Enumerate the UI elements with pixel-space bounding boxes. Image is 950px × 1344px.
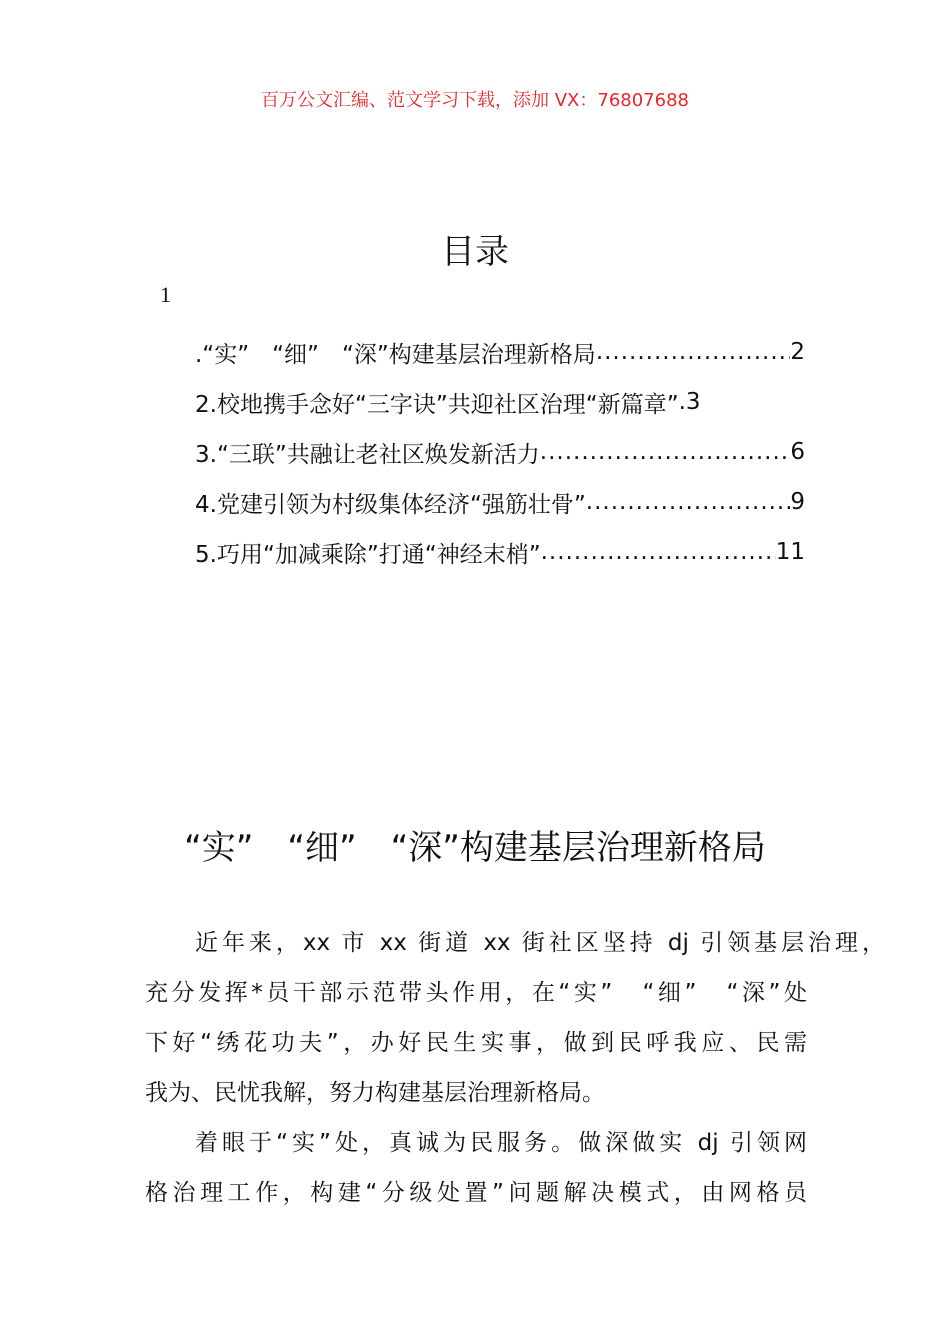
- article-title: “实” “细” “深”构建基层治理新格局: [184, 828, 766, 868]
- toc-title: 目录: [441, 232, 509, 272]
- toc-item-page: 9: [790, 489, 805, 515]
- toc-leader: [541, 539, 776, 565]
- toc-item[interactable]: [195, 427, 805, 477]
- body-line: 着眼于“实”处，真诚为民服务。做深做实 dj 引领网: [195, 1130, 807, 1156]
- body-line: 格治理工作，构建“分级处置”问题解决模式，由网格员: [145, 1180, 807, 1206]
- toc-item[interactable]: [195, 377, 805, 427]
- toc-item[interactable]: [195, 527, 805, 577]
- toc-item-page: 11: [775, 539, 805, 565]
- toc-item-title: 4.党建引领为村级集体经济“强筋壮骨”: [195, 491, 586, 518]
- body-line: 近年来，xx 市 xx 街道 xx 街社区坚持 dj 引领基层治理，: [195, 930, 885, 956]
- body-line: 充分发挥*员干部示范带头作用，在“实” “细” “深”处: [145, 980, 807, 1006]
- watermark-banner: 百万公文汇编、范文学习下载，添加 VX：76807688: [261, 90, 689, 111]
- toc-item[interactable]: [195, 477, 805, 527]
- table-of-contents: [195, 327, 805, 577]
- toc-number: 1: [160, 282, 171, 307]
- body-line: 下好“绣花功夫”，办好民生实事，做到民呼我应、民需: [145, 1030, 807, 1056]
- toc-item-page: .3: [678, 389, 701, 415]
- toc-item-title: 3.“三联”共融让老社区焕发新活力: [195, 441, 540, 468]
- toc-item-title: 2.校地携手念好“三字诀”共迎社区治理“新篇章”: [195, 391, 679, 418]
- toc-item-title: .“实” “细” “深”构建基层治理新格局: [195, 341, 596, 368]
- article-body: [145, 918, 885, 1218]
- toc-item[interactable]: [195, 327, 805, 377]
- toc-item-page: 6: [790, 439, 805, 465]
- body-line: 我为、民忧我解，努力构建基层治理新格局。: [145, 1080, 605, 1106]
- toc-leader: [540, 439, 791, 465]
- toc-item-page: 2: [790, 339, 805, 365]
- toc-leader: [586, 489, 791, 515]
- toc-item-title: 5.巧用“加减乘除”打通“神经末梢”: [195, 541, 541, 568]
- toc-leader: [596, 339, 791, 365]
